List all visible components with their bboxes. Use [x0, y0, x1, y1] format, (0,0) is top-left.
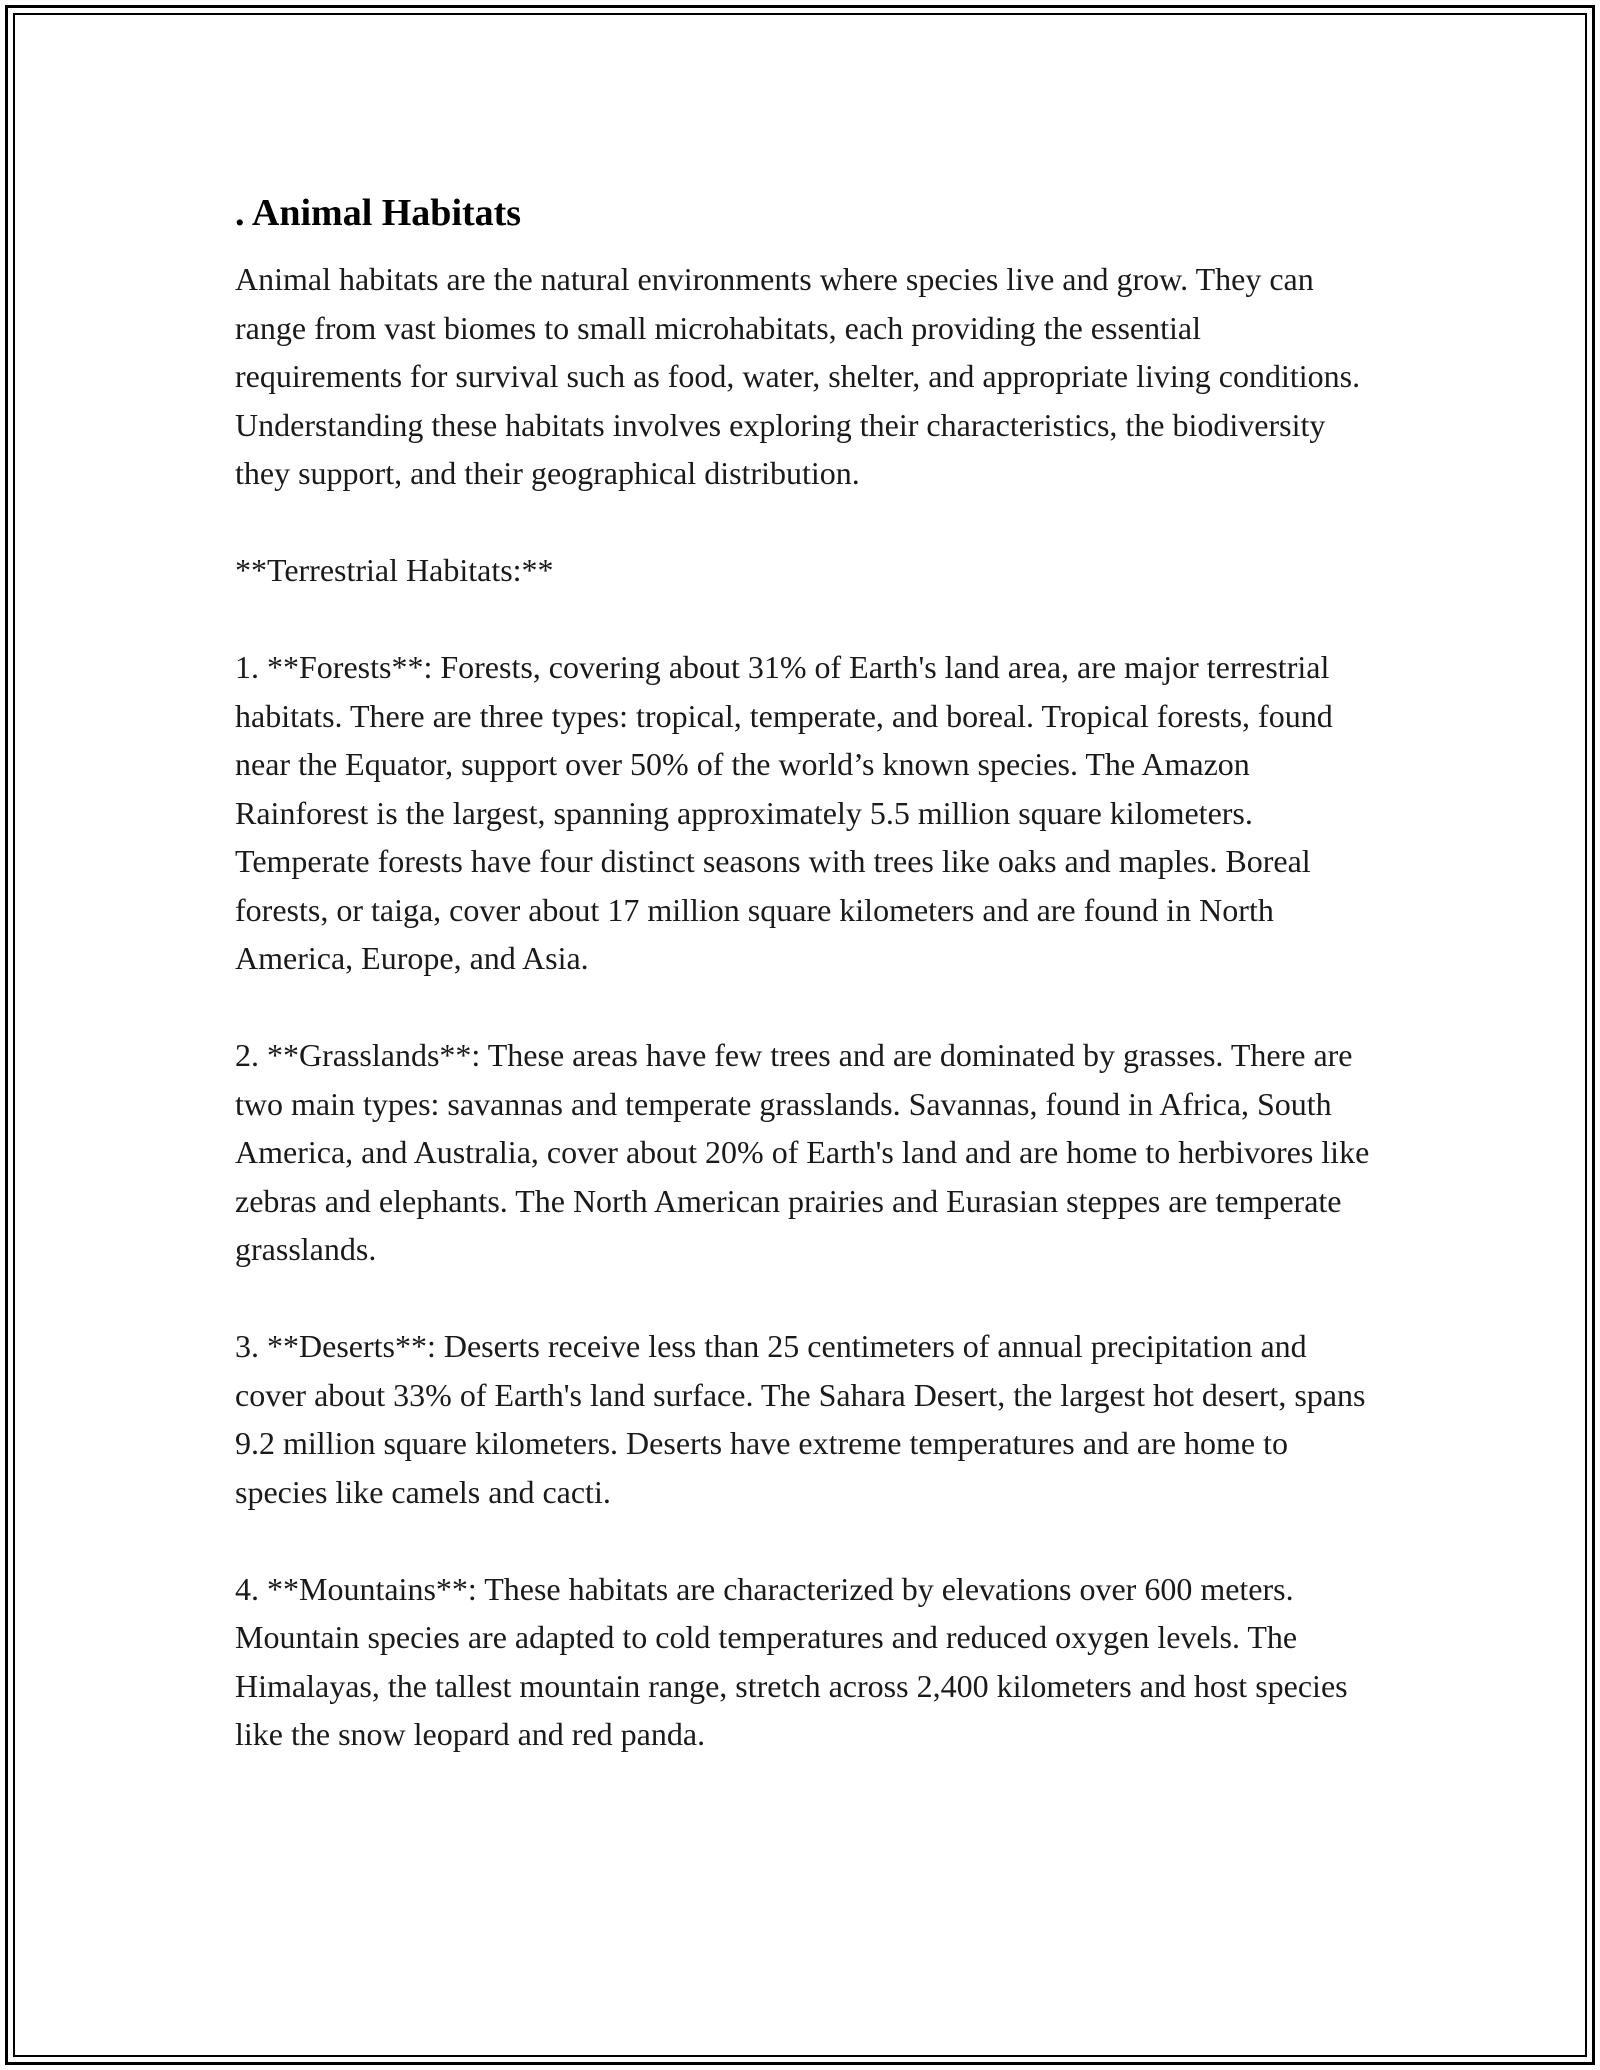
intro-paragraph: Animal habitats are the natural environments where species live and grow. They can range from vast biomes to small microhabitats, each providing the essential requirements for survival such as food, water, shelter, and appropriate living conditions. Understanding these habitats involves exploring their characteristics, the biodiversity they support, and their geographical distribution. — [235, 261, 1361, 491]
list-item-forests: 1. **Forests**: Forests, covering about 31% of Earth's land area, are major terrestrial habitats. There are three types: tropical, temperate, and boreal. Tropical forests, found near the Equator, support over 50% of the world’s known species. The Amazon Rainforest is the largest, spanning approximately 5.5 million square kilometers. Temperate forests have four distinct seasons with trees like oaks and maples. Boreal forests, or taiga, cover about 17 million square kilometers and are found in North America, Europe, and Asia. — [235, 649, 1333, 976]
list-item-mountains: 4. **Mountains**: These habitats are characterized by elevations over 600 meters. Mountain species are adapted to cold temperatures and reduced oxygen levels. The Himalayas, the tallest mountain range, stretch across 2,400 kilometers and host species like the snow leopard and red panda. — [235, 1570, 1348, 1752]
section-heading-terrestrial: **Terrestrial Habitats:** — [235, 552, 554, 588]
document-body — [235, 185, 1375, 1759]
document-title: . Animal Habitats — [235, 192, 522, 234]
list-item-grasslands: 2. **Grasslands**: These areas have few trees and are dominated by grasses. There are two main types: savannas and temperate grasslands. Savannas, found in Africa, South America, and Australia, cover about 20% of Earth's land and are home to herbivores like zebras and elephants. The North American prairies and Eurasian steppes are temperate grasslands. — [235, 1037, 1370, 1267]
list-item-deserts: 3. **Deserts**: Deserts receive less than 25 centimeters of annual precipitation and cover about 33% of Earth's land surface. The Sahara Desert, the largest hot desert, spans 9.2 million square kilometers. Deserts have extreme temperatures and are home to species like camels and cacti. — [235, 1328, 1366, 1510]
